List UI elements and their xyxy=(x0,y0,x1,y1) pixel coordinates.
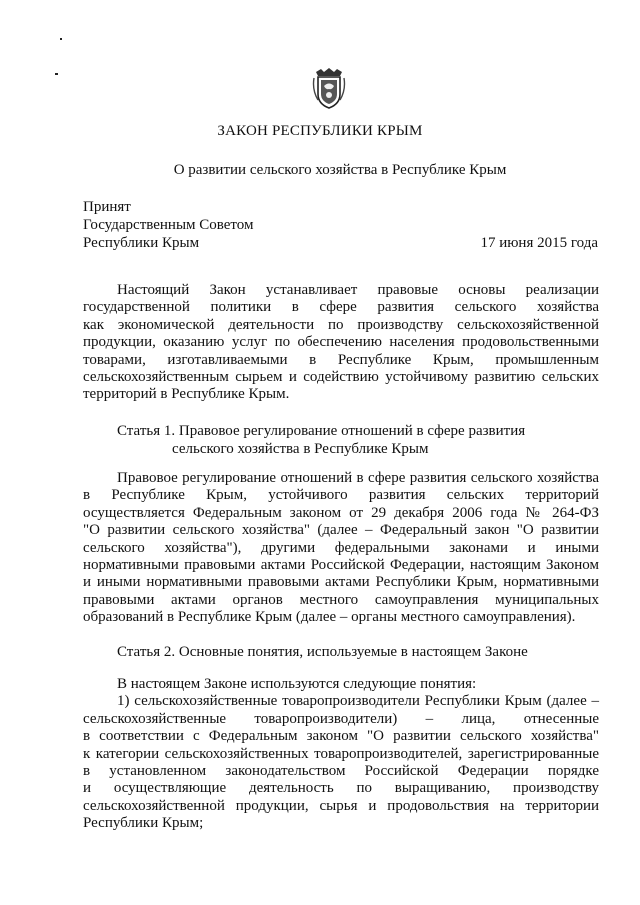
text-line: сельскохозяйственные товаропроизводители) – лица, отнесенные xyxy=(83,710,599,727)
adopted-line: Государственным Советом xyxy=(83,217,254,233)
article-2-body xyxy=(83,676,599,833)
text-line: сельского хозяйства"), другими федеральными законами и иными xyxy=(83,539,599,556)
text-line: и иными нормативными правовыми актами Республики Крым, нормативными xyxy=(83,574,599,591)
document-title: ЗАКОН РЕСПУБЛИКИ КРЫМ xyxy=(217,123,423,139)
adoption-date: 17 июня 2015 года xyxy=(480,235,598,251)
article-1-paragraph xyxy=(83,470,599,627)
text-line: нормативными правовыми актами Российской Федерации, настоящим Законом xyxy=(83,557,599,574)
preamble-paragraph xyxy=(83,282,599,404)
text-line: Настоящий Закон устанавливает правовые основы реализации xyxy=(117,282,599,298)
adopted-line: Республики Крым xyxy=(83,235,200,251)
text-line: сельскохозяйственным сырьем и содействию устойчивому развитию сельских xyxy=(83,369,599,386)
text-line: и осуществляющие деятельность по выращиванию, производству xyxy=(83,780,599,797)
text-line: Республики Крым; xyxy=(83,815,204,832)
text-line: к категории сельскохозяйственных товаропроизводителей, зарегистрированные xyxy=(83,745,599,762)
text-line: государственной политики в сфере развития сельского хозяйства xyxy=(83,299,599,316)
heading-line: сельского хозяйства в Республике Крым xyxy=(172,441,429,457)
text-line: территорий в Республике Крым. xyxy=(83,386,290,403)
document-subtitle: О развитии сельского хозяйства в Республике Крым xyxy=(173,162,507,178)
adopted-line: Принят xyxy=(83,199,131,215)
adoption-block xyxy=(83,198,254,252)
text-line: Правовое регулирование отношений в сфере развития сельского хозяйства xyxy=(117,470,599,486)
article-2-heading: Статья 2. Основные понятия, используемые в настоящем Законе xyxy=(117,644,528,660)
text-line: как экономической деятельности по производству сельскохозяйственной xyxy=(83,316,599,333)
text-line: товарами, изготавливаемыми в Республике Крым, промышленным xyxy=(83,351,599,368)
text-line: в соответствии с Федеральным законом "О развитии сельского хозяйства" xyxy=(83,728,599,745)
text-line: сельскохозяйственной продукции, сырья и продовольствия на территории xyxy=(83,797,599,814)
heading-line: Статья 1. Правовое регулирование отношений в сфере развития xyxy=(117,423,526,439)
article-1-heading xyxy=(117,422,525,458)
text-line: "О развитии сельского хозяйства" (далее – Федеральный закон "О развитии xyxy=(83,522,599,539)
crimea-coat-of-arms-icon xyxy=(312,66,346,110)
text-line: образований в Республике Крым (далее – органы местного самоуправления). xyxy=(83,609,576,626)
text-line: правовыми актами органов местного самоуправления муниципальных xyxy=(83,591,599,608)
text-line: в установленном законодательством Российской Федерации порядке xyxy=(83,763,599,780)
text-line: в Республике Крым, устойчивого развития сельских территорий xyxy=(83,487,599,504)
text-line: 1) сельскохозяйственные товаропроизводители Республики Крым (далее – xyxy=(117,693,599,710)
text-line: В настоящем Законе используются следующие понятия: xyxy=(117,676,477,692)
scan-speck xyxy=(60,38,62,40)
text-line: осуществляется Федеральным законом от 29 декабря 2006 года № 264-ФЗ xyxy=(83,504,599,521)
scan-speck xyxy=(55,73,58,75)
text-line: продукции, оказанию услуг по обеспечению населения продовольственными xyxy=(83,334,599,351)
